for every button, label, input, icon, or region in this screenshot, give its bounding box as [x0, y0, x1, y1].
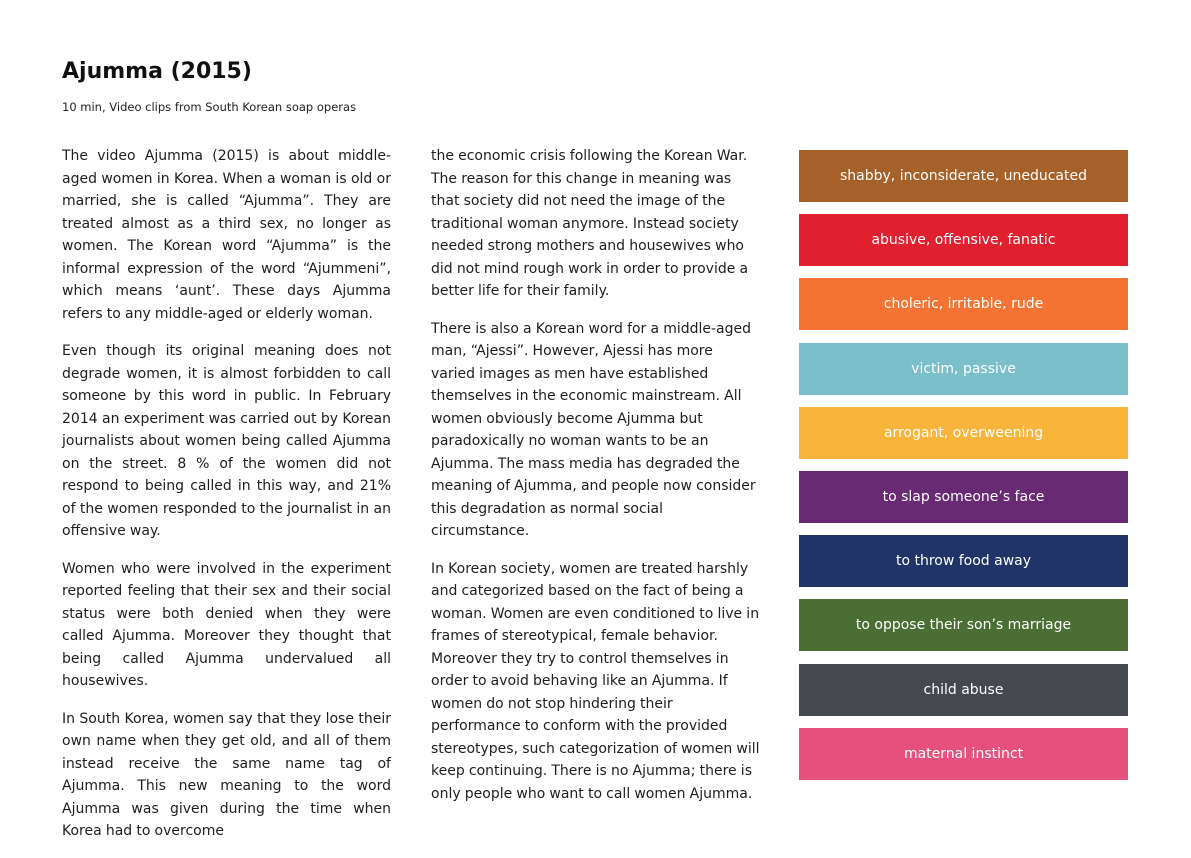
stereotype-tag: to oppose their son’s marriage — [799, 599, 1128, 651]
paragraph: Even though its original meaning does not degrade women, it is almost forbidden to call someone by this word in public. In February 2014 an experiment was carried out by Korean journalists about women being called Ajumma on the street. 8 % of the women did not respond to being called in this way, and 21% of the women responded to the journalist in an offensive way. — [62, 343, 391, 539]
stereotype-tag: shabby, inconsiderate, uneducated — [799, 150, 1128, 202]
paragraph: The video Ajumma (2015) is about middle-aged women in Korea. When a woman is old or married, she is called “Ajumma”. They are treated almost as a third sex, no longer as women. The Korean word “Ajumma” is the informal expression of the word “Ajummeni”, which means ‘aunt’. These days Ajumma refers to any middle-aged or elderly woman. — [62, 148, 391, 322]
stereotype-tag: to slap someone’s face — [799, 471, 1128, 523]
paragraph: In South Korea, women say that they lose their own name when they get old, and all of them instead receive the same name tag of Ajumma. This new meaning to the word Ajumma was given during the time when Korea had to overcome — [62, 710, 391, 839]
stereotype-tag: choleric, irritable, rude — [799, 278, 1128, 330]
stereotype-tag: to throw food away — [799, 535, 1128, 587]
stereotype-tag: maternal instinct — [799, 728, 1128, 780]
paragraph: There is also a Korean word for a middle-aged man, “Ajessi”. However, Ajessi has more varied images as men have established themselves in the economic mainstream. All women obviously become Ajumma but paradoxically no woman wants to be an Ajumma. The mass media has degraded the meaning of Ajumma, and people now consider this degradation as normal social circumstance. — [431, 320, 756, 539]
stereotype-tag: arrogant, overweening — [799, 407, 1128, 459]
stereotype-tag: child abuse — [799, 664, 1128, 716]
paragraph: the economic crisis following the Korean War. The reason for this change in meaning was that society did not need the image of the traditional woman anymore. Instead society needed strong mothers and housewives who did not mind rough work in order to provide a better life for their family. — [431, 148, 749, 299]
stereotype-tag-list — [799, 150, 1128, 792]
page-subtitle: 10 min, Video clips from South Korean soap operas — [62, 100, 357, 114]
stereotype-tag: victim, passive — [799, 343, 1128, 395]
paragraph: In Korean society, women are treated harshly and categorized based on the fact of being a woman. Women are even conditioned to live in frames of stereotypical, female behavior. Moreover they try to control themselves in order to avoid behaving like an Ajumma. If women do not stop hindering their performance to conform with the provided stereotypes, such categorization of women will keep continuing. There is no Ajumma; there is only people who want to call women Ajumma. — [431, 560, 760, 802]
text-column-1 — [62, 145, 391, 858]
paragraph: Women who were involved in the experiment reported feeling that their sex and their social status were both denied when they were called Ajumma. Moreover they thought that being called Ajumma undervalued all housewives. — [62, 560, 391, 689]
page-title: Ajumma (2015) — [62, 59, 252, 84]
text-column-2 — [431, 145, 760, 820]
stereotype-tag: abusive, offensive, fanatic — [799, 214, 1128, 266]
